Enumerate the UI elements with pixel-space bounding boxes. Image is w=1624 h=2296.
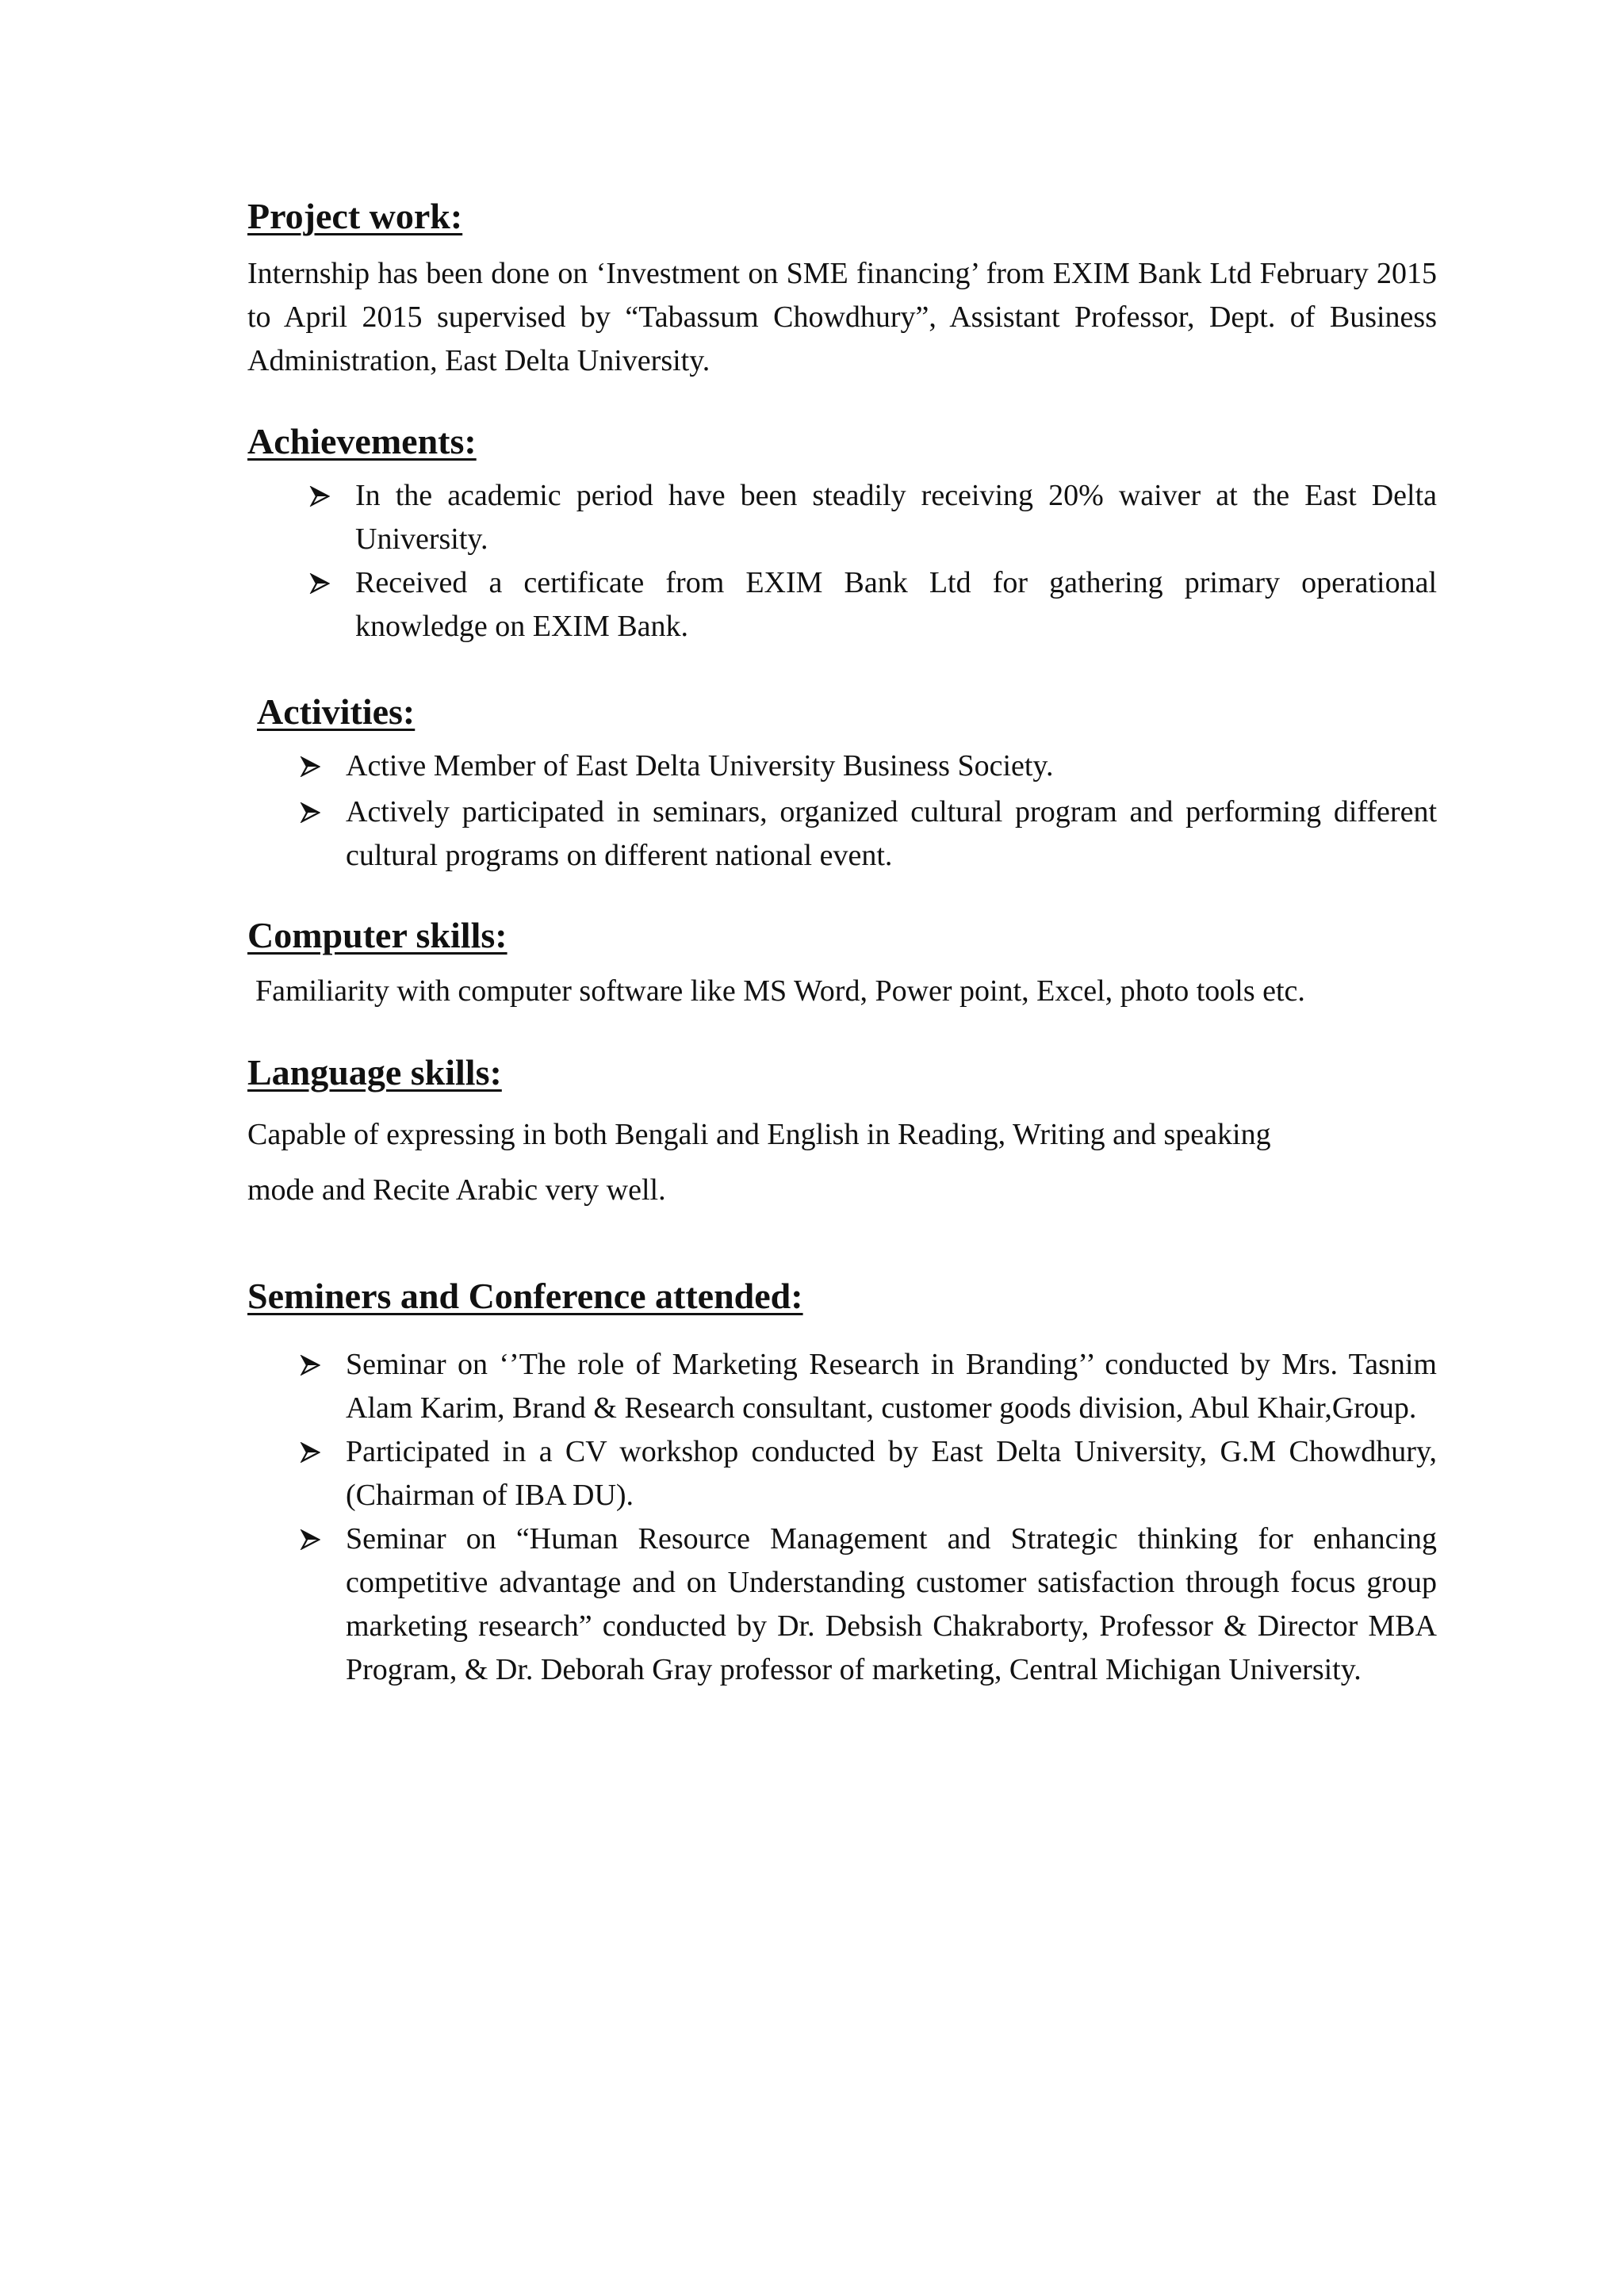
activities-heading: Activities: <box>257 691 416 732</box>
activities-section <box>247 691 1437 878</box>
list-item <box>247 561 1437 649</box>
project-work-section <box>247 198 1437 383</box>
list-item <box>247 744 1437 788</box>
list-item <box>247 1430 1437 1517</box>
activity-text: Active Member of East Delta University Business Society. <box>346 749 1054 783</box>
list-item <box>247 1343 1437 1430</box>
arrowhead-bullet-icon <box>309 573 330 594</box>
language-skills-section <box>247 1054 1437 1218</box>
computer-skills-text: Familiarity with computer software like MS Word, Power point, Excel, photo tools etc. <box>255 974 1305 1008</box>
list-item <box>247 1517 1437 1692</box>
seminar-text: Seminar on ‘’The role of Marketing Research in Branding’’ conducted by Mrs. Tasnim Alam Karim, Brand & Research consultant, customer goods division, Abul Khair,Group. <box>346 1348 1437 1425</box>
achievements-section <box>247 423 1437 649</box>
language-skills-text <box>247 1107 1437 1218</box>
list-item <box>247 790 1437 878</box>
arrowhead-bullet-icon <box>309 486 330 507</box>
seminar-text: Participated in a CV workshop conducted by East Delta University, G.M Chowdhury, (Chairman of IBA DU). <box>346 1435 1437 1512</box>
activity-text: Actively participated in seminars, organized cultural program and performing different cultural programs on different national event. <box>346 795 1437 872</box>
arrowhead-bullet-icon <box>300 756 320 777</box>
arrowhead-bullet-icon <box>300 1355 320 1376</box>
achievements-heading: Achievements: <box>247 421 477 461</box>
arrowhead-bullet-icon <box>300 1442 320 1463</box>
seminars-list <box>247 1343 1437 1692</box>
seminar-text: Seminar on “Human Resource Management and Strategic thinking for enhancing competitive advantage and on Understanding customer satisfaction through focus group marketing research” conducted by Dr. Debsish Chakraborty, Professor & Director MBA Program, & Dr. Deborah Gray professor of marketing, Central Michigan University. <box>346 1522 1437 1686</box>
arrowhead-bullet-icon <box>300 1529 320 1550</box>
language-skills-heading: Language skills: <box>247 1052 502 1093</box>
project-work-heading: Project work: <box>247 196 463 236</box>
seminars-section <box>247 1278 1437 1692</box>
computer-skills-heading: Computer skills: <box>247 915 508 955</box>
achievement-text: In the academic period have been steadily receiving 20% waiver at the East Delta University. <box>355 479 1437 556</box>
activities-list <box>247 744 1437 878</box>
achievements-list <box>247 474 1437 649</box>
arrowhead-bullet-icon <box>300 802 320 823</box>
language-skills-line-2: mode and Recite Arabic very well. <box>247 1173 666 1207</box>
computer-skills-section <box>247 917 1437 1013</box>
language-skills-line-1: Capable of expressing in both Bengali and English in Reading, Writing and speaking <box>247 1118 1271 1151</box>
project-work-text: Internship has been done on ‘Investment on SME financing’ from EXIM Bank Ltd February 2015 to April 2015 supervised by “Tabassum Chowdhury”, Assistant Professor, Dept. of Business Administration, East Delta University. <box>247 257 1437 377</box>
achievement-text: Received a certificate from EXIM Bank Ltd for gathering primary operational knowledge on EXIM Bank. <box>355 566 1437 643</box>
seminars-heading: Seminers and Conference attended: <box>247 1276 803 1316</box>
list-item <box>247 474 1437 561</box>
